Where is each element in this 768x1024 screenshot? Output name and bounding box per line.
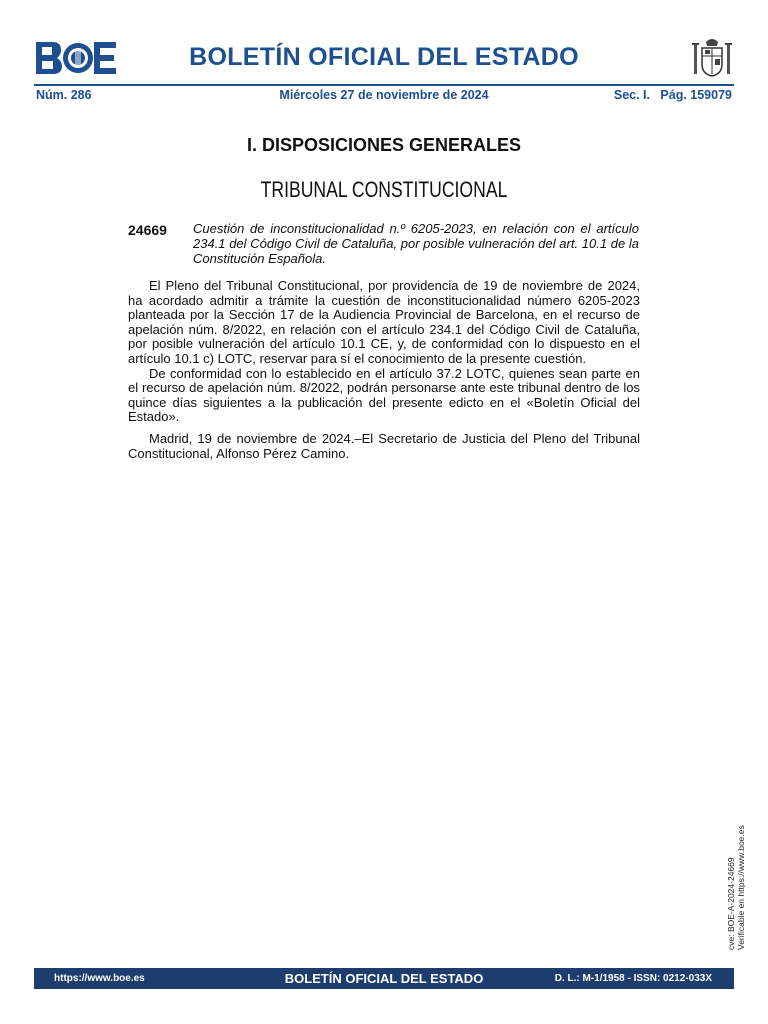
publication-title: BOLETÍN OFICIAL DEL ESTADO <box>189 43 579 71</box>
header-rule <box>34 84 734 86</box>
section-page: Sec. I. Pág. 159079 <box>613 88 732 102</box>
document-summary: Cuestión de inconstitucionalidad n.º 6205-2023, en relación con el artículo 234.1 del Código Civil de Cataluña, por posible vulneración del art. 10.1 de la Constitución Española. <box>193 221 639 266</box>
issue-number: Núm. 286 <box>36 88 92 102</box>
footer-legal-info: D. L.: M-1/1958 - ISSN: 0212-033X <box>554 973 712 984</box>
verification-link[interactable]: Verificable en https://www.boe.es <box>736 825 746 950</box>
signature-paragraph: Madrid, 19 de noviembre de 2024.–El Secretario de Justicia del Pleno del Tribunal Constitucional, Alfonso Pérez Camino. <box>128 430 640 461</box>
document-body <box>128 279 640 461</box>
coat-of-arms-icon <box>690 36 734 80</box>
cve-code: cve: BOE-A-2024-24669 <box>726 857 736 950</box>
footer-url-link[interactable]: https://www.boe.es <box>54 973 145 984</box>
issue-date: Miércoles 27 de noviembre de 2024 <box>279 88 489 102</box>
verification-note <box>726 820 746 950</box>
organization-title: TRIBUNAL CONSTITUCIONAL <box>260 177 508 202</box>
section-title: I. DISPOSICIONES GENERALES <box>246 135 522 155</box>
issue-info-row <box>36 88 732 104</box>
footer-bar <box>34 968 734 989</box>
document-number: 24669 <box>128 222 167 238</box>
body-paragraph: De conformidad con lo establecido en el artículo 37.2 LOTC, quienes sean parte en el recurso de apelación núm. 8/2022, podrán personarse ante este tribunal dentro de los quince días siguientes a la publicación del presente edicto en el «Boletín Oficial del Estado». <box>128 365 640 425</box>
body-paragraph: El Pleno del Tribunal Constitucional, por providencia de 19 de noviembre de 2024, ha acordado admitir a trámite la cuestión de inconstitucionalidad número 6205-2023 planteada por la Sección 17 de la Audiencia Provincial de Barcelona, en el recurso de apelación núm. 8/2022, en relación con el artículo 234.1 del Código Civil de Cataluña, por posible vulneración del artículo 10.1 CE, y, de conformidad con lo dispuesto en el artículo 10.1 c) LOTC, reservar para sí el conocimiento de la presente cuestión. <box>128 278 640 366</box>
footer-title: BOLETÍN OFICIAL DEL ESTADO <box>284 971 484 986</box>
